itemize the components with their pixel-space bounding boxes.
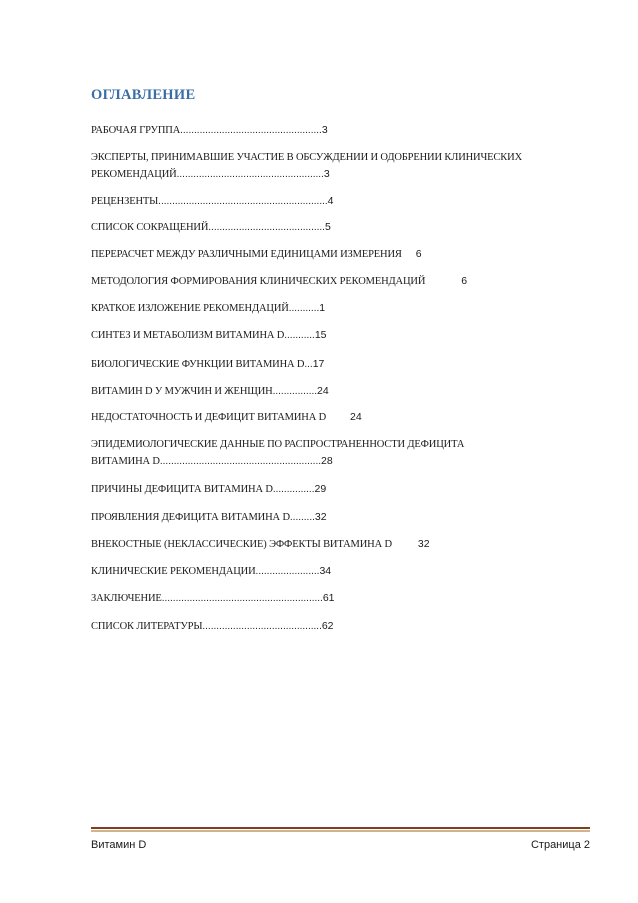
toc-entry-working-group[interactable]	[91, 122, 591, 139]
toc-entry-title: КЛИНИЧЕСКИЕ РЕКОМЕНДАЦИИ	[91, 566, 256, 577]
toc-page-number: 6	[415, 248, 422, 260]
toc-entry-title-line1: ЭПИДЕМИОЛОГИЧЕСКИЕ ДАННЫЕ ПО РАСПРОСТРАНЕННОСТИ ДЕФИЦИТА	[91, 439, 465, 450]
toc-entry-title: ПРОЯВЛЕНИЯ ДЕФИЦИТА ВИТАМИНА D	[91, 512, 290, 523]
toc-leader-dots: .....................................................	[176, 169, 324, 180]
toc-page-number: 1	[319, 302, 326, 314]
toc-page-number: 29	[314, 483, 327, 495]
toc-entry-synthesis[interactable]	[91, 327, 591, 344]
toc-entry-summary[interactable]	[91, 300, 591, 317]
toc-entry-abbreviations[interactable]	[91, 219, 591, 236]
toc-leader-dots: ...................................................	[180, 125, 322, 136]
toc-leader-dots: ..........................................................	[161, 593, 323, 604]
toc-heading: ОГЛАВЛЕНИЕ	[91, 87, 196, 103]
toc-entry-manifestations[interactable]	[91, 509, 591, 526]
toc-page-number: 61	[322, 592, 335, 604]
toc-page-number: 24	[350, 411, 362, 423]
toc-page-number: 34	[319, 565, 332, 577]
toc-leader-dots: .........	[289, 512, 315, 523]
toc-entry-biological-functions[interactable]	[91, 356, 591, 373]
toc-page-number: 5	[324, 221, 331, 233]
toc-entry-title: ПРИЧИНЫ ДЕФИЦИТА ВИТАМИНА D	[91, 484, 273, 495]
toc-entry-title: МЕТОДОЛОГИЯ ФОРМИРОВАНИЯ КЛИНИЧЕСКИХ РЕКОМЕНДАЦИЙ	[91, 276, 426, 287]
toc-page-number: 32	[417, 538, 430, 550]
toc-leader-dots: ..........................................	[208, 222, 325, 233]
toc-page-number: 15	[314, 329, 327, 341]
toc-entry-title: ВИТАМИН D У МУЖЧИН И ЖЕНЩИН	[91, 386, 273, 397]
toc-leader-dots: ................	[272, 386, 318, 397]
toc-page-number: 3	[323, 168, 330, 180]
footer-divider-accent	[91, 830, 590, 832]
toc-page-number: 3	[321, 124, 328, 136]
toc-page-number: 28	[321, 455, 333, 467]
toc-entry-title: РЕЦЕНЗЕНТЫ	[91, 196, 159, 207]
toc-entry-unit-conversion[interactable]	[91, 246, 591, 263]
toc-entry-references[interactable]	[91, 618, 591, 635]
toc-leader-dots: ...........	[284, 330, 315, 341]
toc-entry-causes[interactable]	[91, 481, 591, 498]
toc-entry-title: РАБОЧАЯ ГРУППА	[91, 125, 181, 136]
toc-entry-epidemiology[interactable]	[91, 437, 591, 470]
toc-entry-title: СИНТЕЗ И МЕТАБОЛИЗМ ВИТАМИНА D	[91, 330, 285, 341]
toc-entry-deficiency[interactable]	[91, 409, 591, 426]
toc-entry-title: ПЕРЕРАСЧЕТ МЕЖДУ РАЗЛИЧНЫМИ ЕДИНИЦАМИ ИЗМЕРЕНИЯ	[91, 249, 402, 260]
toc-leader-dots: .......................	[255, 566, 320, 577]
toc-leader-dots: ...........................................	[202, 621, 322, 632]
toc-entry-title: КРАТКОЕ ИЗЛОЖЕНИЕ РЕКОМЕНДАЦИЙ	[91, 303, 289, 314]
toc-leader-dots: ...........	[288, 303, 320, 314]
toc-page-number: 17	[312, 358, 325, 370]
toc-entry-title: СПИСОК ЛИТЕРАТУРЫ	[91, 621, 203, 632]
toc-entry-conclusion[interactable]	[91, 590, 591, 607]
toc-page-number: 62	[321, 620, 334, 632]
footer-page-number: Страница 2	[530, 839, 590, 851]
toc-page-number: 32	[314, 511, 327, 523]
toc-entry-title: НЕДОСТАТОЧНОСТЬ И ДЕФИЦИТ ВИТАМИНА D	[91, 412, 327, 423]
footer-document-title: Витамин D	[91, 839, 147, 851]
toc-entry-title: ЗАКЛЮЧЕНИЕ	[91, 593, 162, 604]
toc-entry-clinical-recommendations[interactable]	[91, 563, 591, 580]
toc-entry-experts[interactable]	[91, 150, 591, 183]
toc-entry-title: СПИСОК СОКРАЩЕНИЙ	[91, 222, 209, 233]
toc-entry-title: БИОЛОГИЧЕСКИЕ ФУНКЦИИ ВИТАМИНА D	[91, 359, 305, 370]
toc-entry-reviewers[interactable]	[91, 193, 591, 210]
footer-divider	[91, 827, 590, 829]
toc-page-number: 4	[327, 195, 334, 207]
toc-leader-dots: ..........................................................	[159, 456, 322, 467]
toc-leader-dots: .............................................................	[158, 196, 328, 207]
toc-entry-methodology[interactable]	[91, 273, 591, 290]
toc-leader-dots: ...	[304, 359, 313, 370]
toc-entry-extraskeletal[interactable]	[91, 536, 591, 553]
toc-entry-title: ВНЕКОСТНЫЕ (НЕКЛАССИЧЕСКИЕ) ЭФФЕКТЫ ВИТАМИНА D	[91, 539, 392, 550]
toc-entry-men-women[interactable]	[91, 383, 591, 400]
toc-page-number: 24	[317, 385, 329, 397]
toc-page-number: 6	[461, 275, 468, 287]
toc-entry-title-line1: ЭКСПЕРТЫ, ПРИНИМАВШИЕ УЧАСТИЕ В ОБСУЖДЕНИИ И ОДОБРЕНИИ КЛИНИЧЕСКИХ	[91, 152, 523, 163]
toc-entry-title: РЕКОМЕНДАЦИЙ	[91, 169, 177, 180]
toc-entry-title: ВИТАМИНА D	[91, 456, 160, 467]
toc-leader-dots: ...............	[272, 484, 315, 495]
